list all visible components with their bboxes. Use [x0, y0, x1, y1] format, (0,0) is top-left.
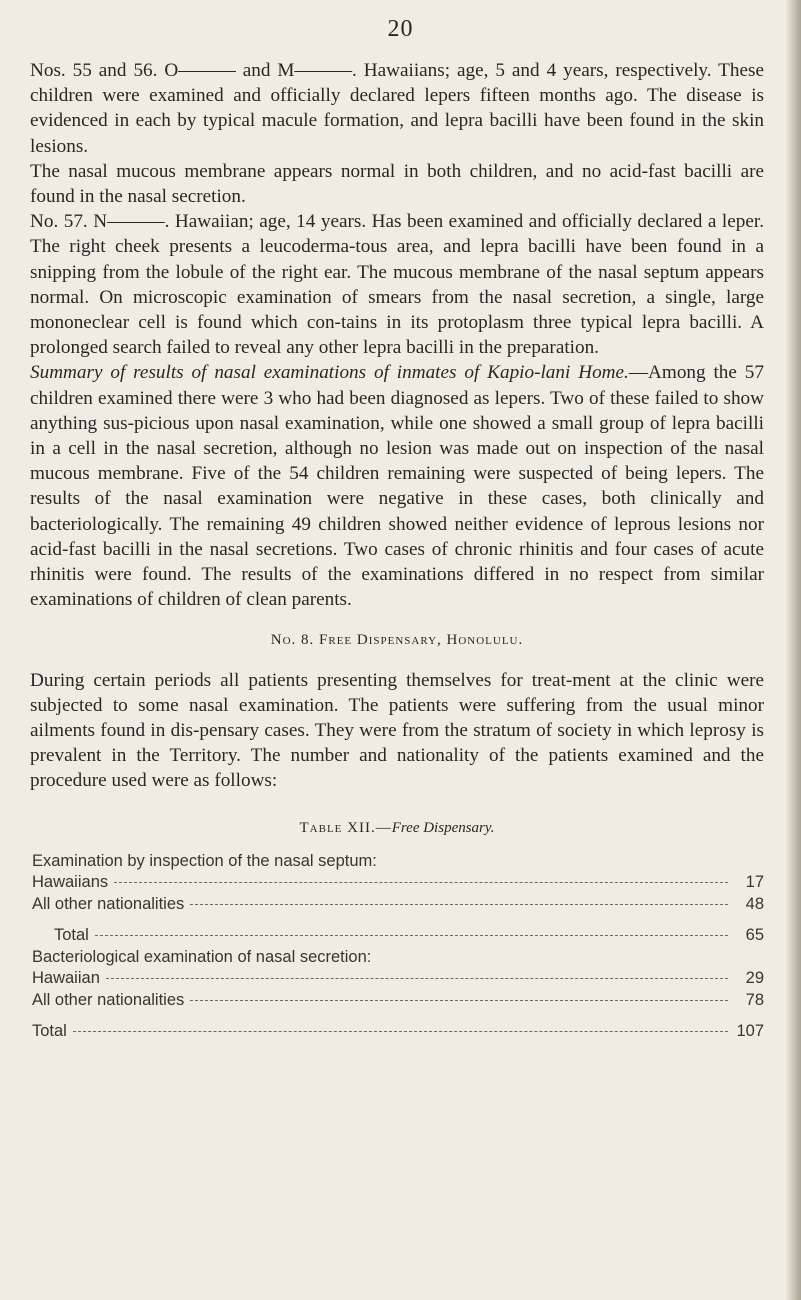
table-total-row: [30, 1021, 764, 1043]
table-row-value: 17: [745, 873, 764, 892]
table-row: [30, 894, 764, 916]
section-heading: No. 8. Free Dispensary, Honolulu.: [270, 632, 524, 649]
table-row-label: Hawaiian: [32, 969, 100, 988]
table-row-value: 48: [745, 894, 764, 913]
table-row-value: 78: [745, 990, 764, 1009]
paragraph-dispensary: During certain periods all patients presenting themselves for treat-ment at the clinic were subjected to some nasal examination. The patients were suffering from the usual minor ailments found in dis-pensary cases. They were from the stratum of society in which leprosy is prevalent in the Territory. The number and nationality of the patients examined and the procedure used were as follows:: [30, 669, 764, 792]
table-row: [30, 968, 764, 990]
page-edge-shadow: [785, 0, 801, 1300]
table-xii: [30, 851, 764, 1043]
table-total-value: 65: [745, 926, 764, 945]
table-caption: [30, 816, 764, 841]
table-total-label: Total: [54, 926, 89, 945]
table-total-row: [30, 925, 764, 947]
table-row-label: Hawaiians: [32, 873, 109, 892]
summary-title: Summary of results of nasal examinations of inmates of Kapio-lani Home.: [30, 362, 629, 384]
table-group-title: Examination by inspection of the nasal septum:: [32, 851, 377, 870]
table-total-label: Total: [32, 1022, 67, 1041]
table-caption-title: Free Dispensary.: [391, 819, 495, 836]
table-caption-prefix: Table XII.—: [299, 819, 392, 836]
paragraph-no-57: No. 57. N———. Hawaiian; age, 14 years. Has been examined and officially declared a leper. The right cheek presents a leucoderma-tous area, and lepra bacilli have been found in a snipping from the lobule of the right ear. The mucous membrane of the nasal septum appears normal. On microscopic examination of smears from the nasal secretion, a single, large mononeclear cell is found which con-tains in its protoplasm three typical lepra bacilli. A prolonged search failed to reveal any other lepra bacilli in the preparation.: [30, 211, 764, 359]
table-row-label: All other nationalities: [32, 990, 185, 1009]
table-row-label: All other nationalities: [32, 894, 185, 913]
table-group-title: Bacteriological examination of nasal secretion:: [32, 947, 372, 966]
paragraph-nos-55-56: Nos. 55 and 56. O——— and M———. Hawaiians; age, 5 and 4 years, respectively. These children were examined and officially declared lepers fifteen months ago. The disease is evidenced in each by typical macule formation, and lepra bacilli have been found in the skin lesions.: [30, 60, 764, 157]
table-row: [30, 990, 764, 1012]
summary-text: —Among the 57 children examined there were 3 who had been diagnosed as lepers. Two of these failed to show anything sus-picious upon nasal examination, while one showed a small group of lepra bacilli in a cell in the nasal secretion, although no lesion was made out on inspection of the nasal mucous membrane. Five of the 54 children remaining were suspected of being lepers. The results of the nasal examination were negative in these cases, both clinically and bacteriologically. The remaining 49 children showed neither evidence of leprous lesions nor acid-fast bacilli in the nasal secretions. Two cases of chronic rhinitis and four cases of acute rhinitis were found. The results of the examinations differed in no respect from similar examinations of children of clean parents.: [30, 362, 764, 611]
body-text: [30, 58, 764, 1043]
table-row: [30, 872, 764, 894]
table-row-value: 29: [745, 969, 764, 988]
paragraph-summary: [30, 360, 764, 612]
page-number: 20: [387, 16, 414, 42]
table-total-value: 107: [736, 1022, 764, 1041]
paragraph-nasal-normal: The nasal mucous membrane appears normal in both children, and no acid-fast bacilli are found in the nasal secretion.: [30, 160, 764, 208]
